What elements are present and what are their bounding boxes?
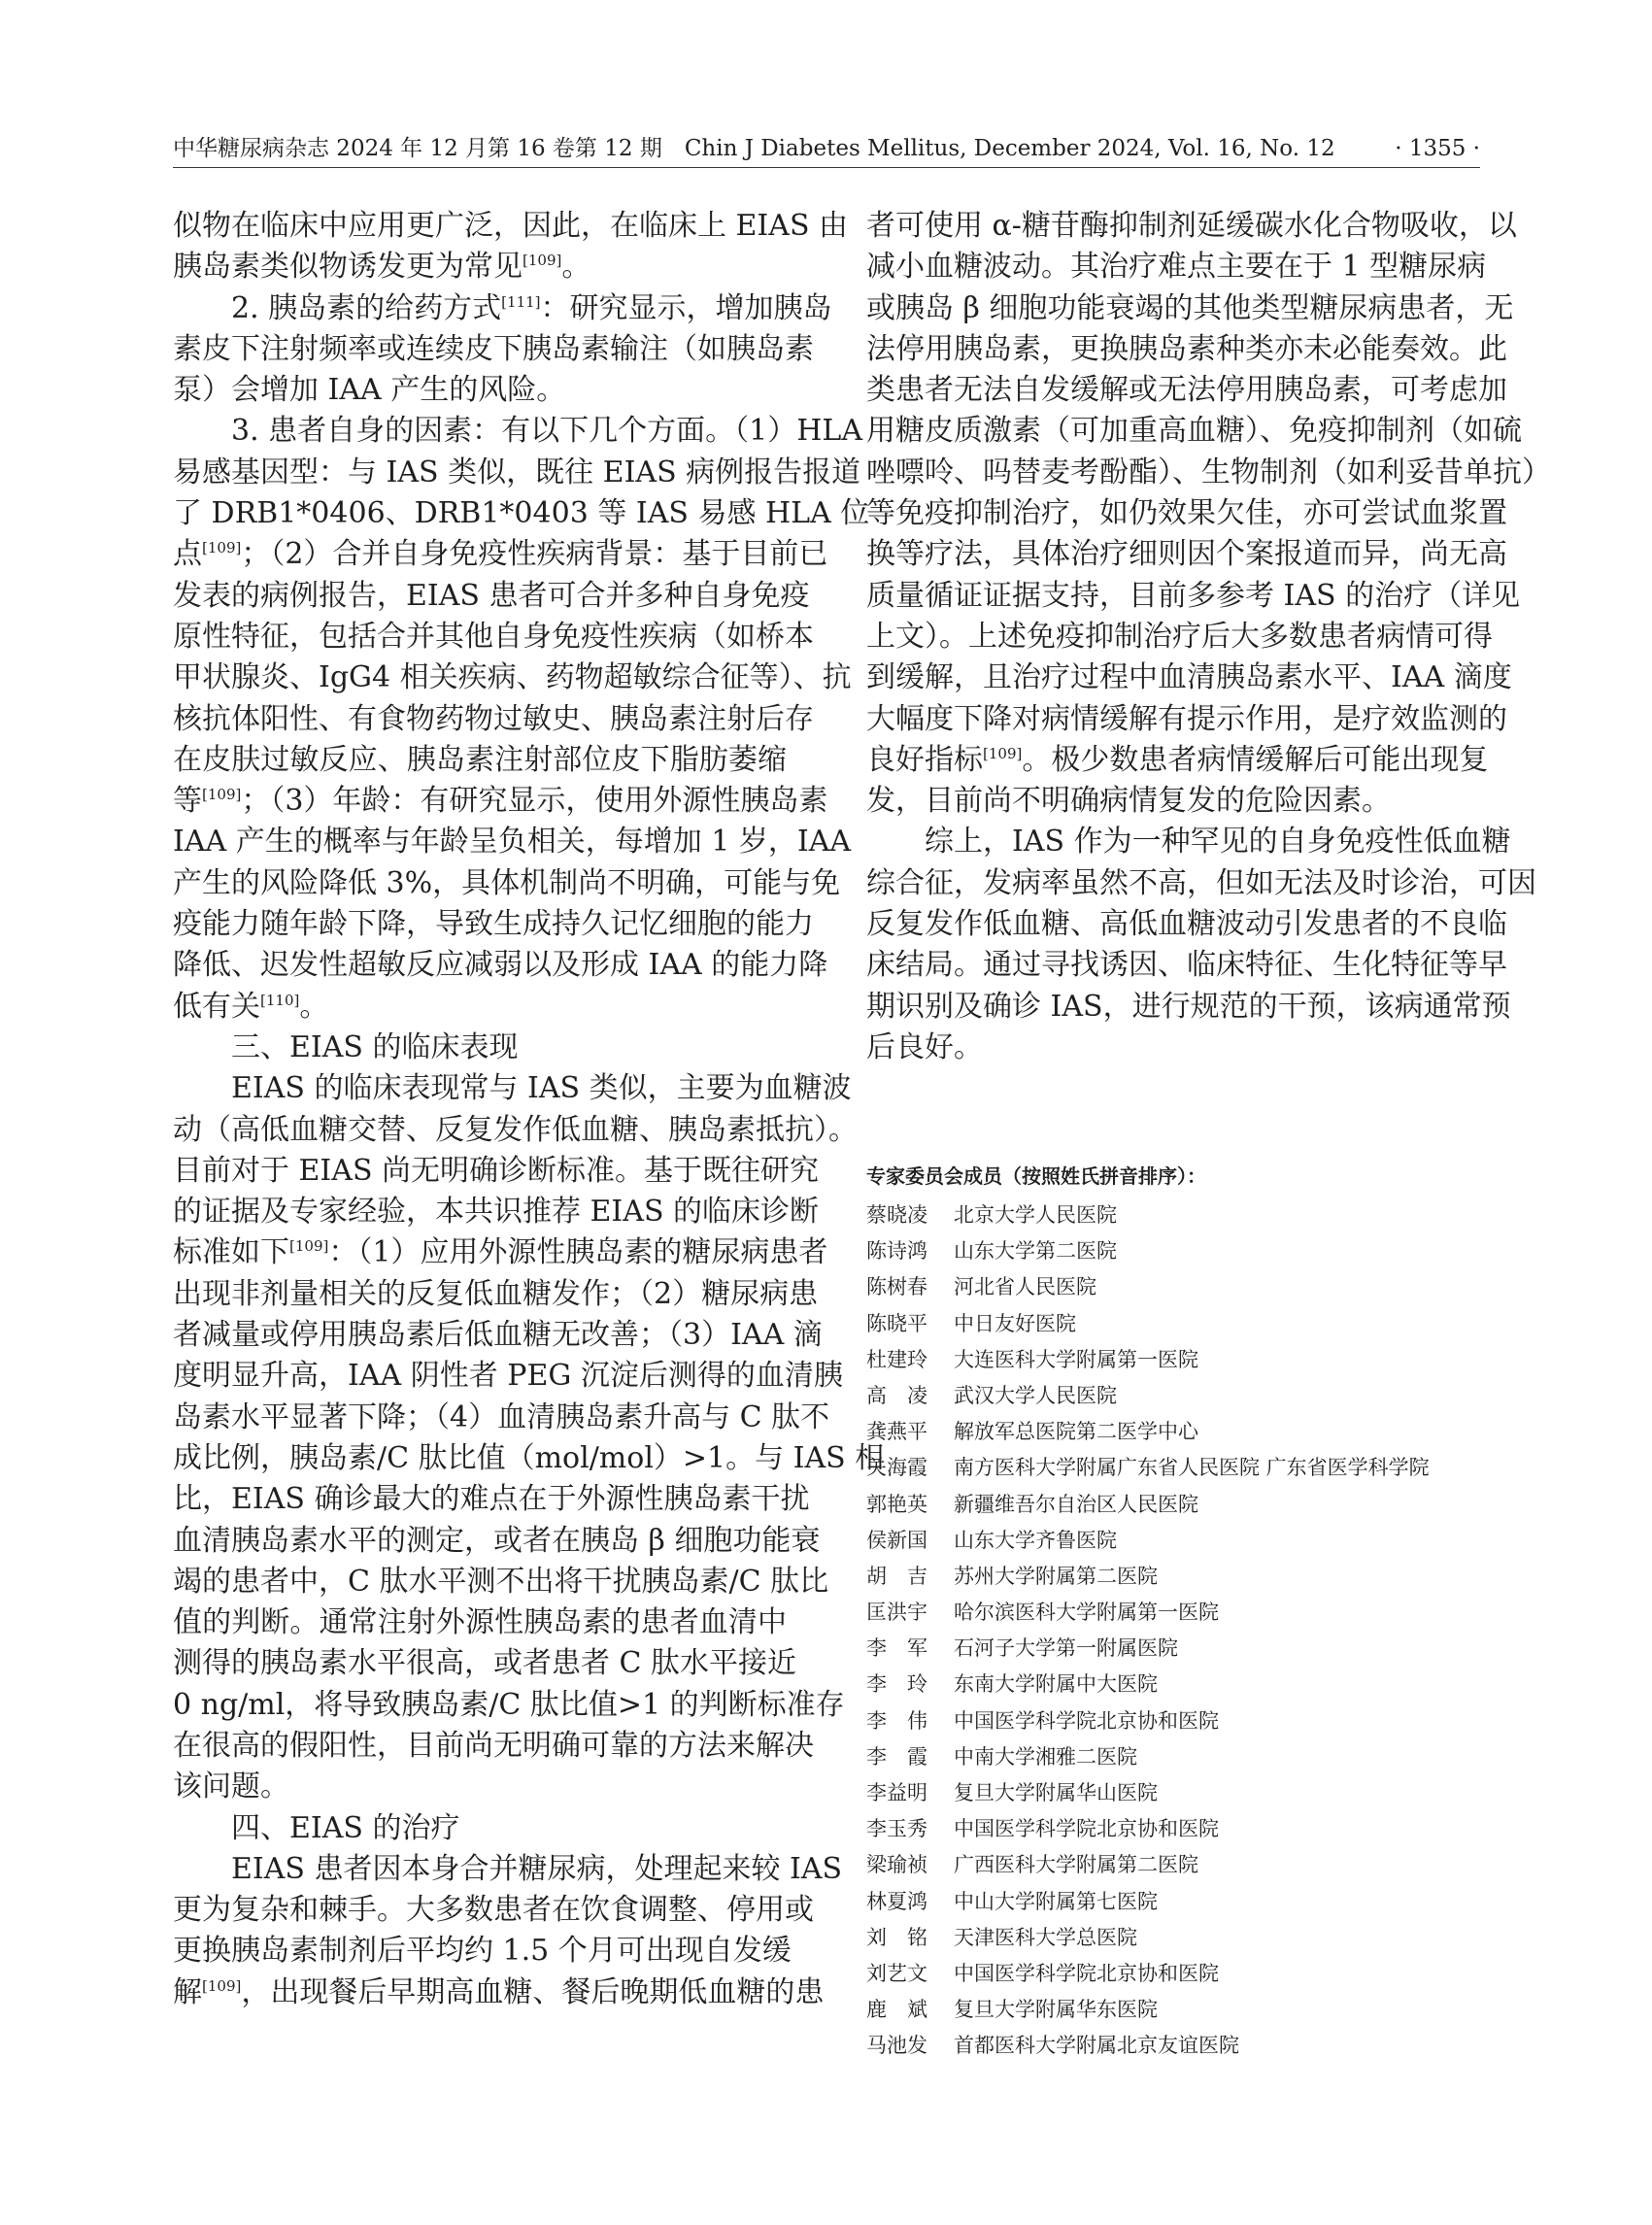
committee-member bbox=[866, 1703, 1546, 1739]
running-header bbox=[173, 134, 1480, 163]
member-name: 陈树春 bbox=[866, 1275, 927, 1299]
member-affiliation: 河北省人民医院 bbox=[954, 1275, 1096, 1299]
committee-member bbox=[866, 1197, 1546, 1233]
committee-member bbox=[866, 1775, 1546, 1811]
committee-member bbox=[866, 1631, 1546, 1667]
committee-member bbox=[866, 1739, 1546, 1775]
member-name: 刘 铭 bbox=[866, 1925, 927, 1949]
member-affiliation: 广西医科大学附属第二医院 bbox=[954, 1853, 1198, 1877]
committee-member bbox=[866, 1956, 1546, 1992]
member-name: 高 凌 bbox=[866, 1383, 927, 1407]
paragraph-treatment: EIAS 患者因本身合并糖尿病，处理起来较 IAS 更为复杂和棘手。大多数患者在饮食调整、停用或 更换胰岛素制剂后平均约 1.5 个月可出现自发缓 解[109]，出现餐后早期高血糖、餐后晚期低血糖的患 bbox=[173, 1851, 843, 2009]
member-affiliation: 中国医学科学院北京协和医院 bbox=[954, 1817, 1219, 1841]
left-column bbox=[173, 206, 885, 2013]
member-affiliation: 中国医学科学院北京协和医院 bbox=[954, 1961, 1219, 1985]
member-affiliation: 复旦大学附属华山医院 bbox=[954, 1781, 1158, 1804]
committee-member bbox=[866, 1342, 1546, 1378]
member-name: 李玉秀 bbox=[866, 1817, 927, 1841]
paragraph-clinical-criteria: EIAS 的临床表现常与 IAS 类似，主要为血糖波 动（高低血糖交替、反复发作低血糖、胰岛素抵抗）。 目前对于 EIAS 尚无明确诊断标准。基于既往研究 的证据及专家经验，本共识推荐 EIAS 的临床诊断 标准如下[109]：（1）应用外源性胰岛素的糖尿病患者 出现非剂量相关的反复低血糖发作；（2）糖尿病患 者减量或停用胰岛素后低血糖无改善；（3）IAA 滴 度明显升高，IAA 阴性者 PEG 沉淀后测得的血清胰 岛素水平显著下降；（4）血清胰岛素升高与 C 肽不 成比例，胰岛素/C 肽比值（mol/mol）>1。与 IAS 相 比，EIAS 确诊最大的难点在于外源性胰岛素干扰 血清胰岛素水平的测定，或者在胰岛 β 细胞功能衰 竭的患者中，C 肽水平测不出将干扰胰岛素/C 肽比 值的判断。通常注射外源性胰岛素的患者血清中 测得的胰岛素水平很高，或者患者 C 肽水平接近 0 ng/ml，将导致胰岛素/C 肽比值>1 的判断标准存 在很高的假阳性，目前尚无明确可靠的方法来解决 该问题。 bbox=[173, 1071, 885, 1804]
member-name: 杜建玲 bbox=[866, 1347, 927, 1371]
member-affiliation: 中国医学科学院北京协和医院 bbox=[954, 1708, 1219, 1733]
committee-member bbox=[866, 1306, 1546, 1342]
member-affiliation: 复旦大学附属华东医院 bbox=[954, 1998, 1158, 2022]
member-name: 李 军 bbox=[866, 1636, 927, 1661]
member-name: 龚燕平 bbox=[866, 1420, 927, 1444]
member-name: 陈诗鸿 bbox=[866, 1239, 927, 1264]
committee-member bbox=[866, 1414, 1546, 1450]
member-affiliation: 解放军总医院第二医学中心 bbox=[954, 1420, 1198, 1444]
right-column bbox=[866, 206, 1551, 1068]
member-name: 匡洪宇 bbox=[866, 1601, 927, 1625]
member-affiliation: 大连医科大学附属第一医院 bbox=[954, 1347, 1198, 1371]
member-name: 陈晓平 bbox=[866, 1311, 927, 1335]
citation: [109] bbox=[983, 744, 1023, 762]
member-name: 林夏鸿 bbox=[866, 1889, 927, 1913]
committee-member bbox=[866, 1559, 1546, 1595]
committee-member bbox=[866, 1487, 1546, 1523]
member-affiliation: 石河子大学第一附属医院 bbox=[954, 1636, 1178, 1661]
member-name: 侯新国 bbox=[866, 1528, 927, 1552]
member-name: 关海霞 bbox=[866, 1456, 927, 1480]
member-name: 马池发 bbox=[866, 2034, 927, 2058]
committee-member bbox=[866, 1847, 1546, 1883]
committee-member bbox=[866, 1920, 1546, 1956]
committee-member bbox=[866, 2028, 1546, 2064]
member-name: 李益明 bbox=[866, 1781, 927, 1804]
member-affiliation: 南方医科大学附属广东省人民医院 广东省医学科学院 bbox=[954, 1456, 1430, 1480]
member-name: 李 伟 bbox=[866, 1708, 927, 1733]
member-name: 李 玲 bbox=[866, 1672, 927, 1697]
committee-list bbox=[866, 1197, 1546, 2065]
committee-member bbox=[866, 1269, 1546, 1305]
paragraph-treatment-continued: 者可使用 α-糖苷酶抑制剂延缓碳水化合物吸收，以 减小血糖波动。其治疗难点主要在于 1 型糖尿病 或胰岛 β 细胞功能衰竭的其他类型糖尿病患者，无 法停用胰岛素，更换胰岛素种类亦未必能奏效。此 类患者无法自发缓解或无法停用胰岛素，可考虑加 用糖皮质激素（可加重高血糖）、免疫抑制剂（如硫 唑嘌呤、吗替麦考酚酯）、生物制剂（如利妥昔单抗） 等免疫抑制治疗，如仍效果欠佳，亦可尝试血浆置 换等疗法，具体治疗细则因个案报道而异，尚无高 质量循证证据支持，目前多参考 IAS 的治疗（详见 上文）。上述免疫抑制治疗后大多数患者病情可得 到缓解，且治疗过程中血清胰岛素水平、IAA 滴度 大幅度下降对病情缓解有提示作用，是疗效监测的 良好指标[109]。极少数患者病情缓解后可能出现复 发，目前尚不明确病情复发的危险因素。 bbox=[866, 209, 1551, 819]
committee-member bbox=[866, 1667, 1546, 1702]
member-name: 鹿 斌 bbox=[866, 1998, 927, 2022]
member-affiliation: 苏州大学附属第二医院 bbox=[954, 1564, 1158, 1588]
committee-member bbox=[866, 1523, 1546, 1559]
paragraph-analogue-induced: 似物在临床中应用更广泛，因此，在临床上 EIAS 由 胰岛素类似物诱发更为常见[109]。 bbox=[173, 209, 849, 285]
citation: [110] bbox=[260, 991, 300, 1009]
member-name: 梁瑜祯 bbox=[866, 1853, 927, 1877]
committee-member bbox=[866, 1450, 1546, 1486]
member-affiliation: 山东大学第二医院 bbox=[954, 1239, 1117, 1264]
member-affiliation: 哈尔滨医科大学附属第一医院 bbox=[954, 1601, 1219, 1625]
header-rule bbox=[173, 167, 1480, 168]
member-name: 蔡晓凌 bbox=[866, 1203, 927, 1227]
section-heading-clinical: 三、EIAS 的临床表现 bbox=[231, 1029, 519, 1064]
citation: [109] bbox=[202, 786, 242, 804]
committee-member bbox=[866, 1233, 1546, 1269]
page-number: · 1355 · bbox=[1395, 136, 1480, 161]
committee-member bbox=[866, 1378, 1546, 1414]
journal-citation: 中华糖尿病杂志 2024 年 12 月第 16 卷第 12 期 Chin J Diabetes Mellitus, December 2024, Vol. 16, No. 12 bbox=[173, 136, 1335, 161]
member-affiliation: 新疆维吾尔自治区人民医院 bbox=[954, 1492, 1198, 1516]
committee-title: 专家委员会成员（按照姓氏拼音排序）： bbox=[866, 1164, 1206, 1188]
member-name: 胡 吉 bbox=[866, 1564, 927, 1588]
section-heading-treatment: 四、EIAS 的治疗 bbox=[231, 1810, 460, 1845]
member-affiliation: 武汉大学人民医院 bbox=[954, 1383, 1117, 1407]
member-affiliation: 东南大学附属中大医院 bbox=[954, 1672, 1158, 1697]
member-affiliation: 首都医科大学附属北京友谊医院 bbox=[954, 2034, 1239, 2058]
member-affiliation: 中日友好医院 bbox=[954, 1311, 1076, 1335]
member-affiliation: 北京大学人民医院 bbox=[954, 1203, 1117, 1227]
citation: [109] bbox=[523, 252, 562, 270]
member-affiliation: 天津医科大学总医院 bbox=[954, 1925, 1137, 1949]
committee-member bbox=[866, 1811, 1546, 1847]
member-name: 郭艳英 bbox=[866, 1492, 927, 1516]
member-name: 李 霞 bbox=[866, 1744, 927, 1769]
citation: [111] bbox=[501, 292, 541, 311]
member-affiliation: 山东大学齐鲁医院 bbox=[954, 1528, 1117, 1552]
committee-member bbox=[866, 1884, 1546, 1920]
committee-member bbox=[866, 1595, 1546, 1631]
committee-member bbox=[866, 1992, 1546, 2028]
citation: [109] bbox=[289, 1237, 329, 1256]
member-name: 刘艺文 bbox=[866, 1961, 927, 1985]
citation: [109] bbox=[202, 1976, 242, 1995]
paragraph-patient-factors: 3. 患者自身的因素：有以下几个方面。（1）HLA 易感基因型：与 IAS 类似，既往 EIAS 病例报告报道 了 DRB1*0406、DRB1*0403 等 IAS 易感 HLA 位 点[109]；（2）合并自身免疫性疾病背景：基于目前已 发表的病例报告，EIAS 患者可合并多种自身免疫 原性特征，包括合并其他自身免疫性疾病（如桥本 甲状腺炎、IgG4 相关疾病、药物超敏综合征等）、抗 核抗体阳性、有食物药物过敏史、胰岛素注射后存 在皮肤过敏反应、胰岛素注射部位皮下脂肪萎缩 等[109]；（3）年龄：有研究显示，使用外源性胰岛素 IAA 产生的概率与年龄呈负相关，每增加 1 岁，IAA 产生的风险降低 3%，具体机制尚不明确，可能与免 疫能力随年龄下降，导致生成持久记忆细胞的能力 降低、迟发性超敏反应减弱以及形成 IAA 的能力降 低有关[110]。 bbox=[173, 414, 870, 1024]
member-affiliation: 中山大学附属第七医院 bbox=[954, 1889, 1158, 1913]
expert-committee bbox=[866, 1162, 1546, 2065]
paragraph-administration: 2. 胰岛素的给药方式[111]：研究显示，增加胰岛 素皮下注射频率或连续皮下胰岛素输注（如胰岛素 泵）会增加 IAA 产生的风险。 bbox=[173, 290, 832, 408]
citation: [109] bbox=[202, 539, 242, 557]
member-affiliation: 中南大学湘雅二医院 bbox=[954, 1744, 1137, 1769]
paragraph-conclusion: 综上，IAS 作为一种罕见的自身免疫性低血糖 综合征，发病率虽然不高，但如无法及时诊治，可因 反复发作低血糖、高低血糖波动引发患者的不良临 床结局。通过寻找诱因、临床特征、生化特征等早 期识别及确诊 IAS，进行规范的干预，该病通常预 后良好。 bbox=[866, 825, 1536, 1064]
